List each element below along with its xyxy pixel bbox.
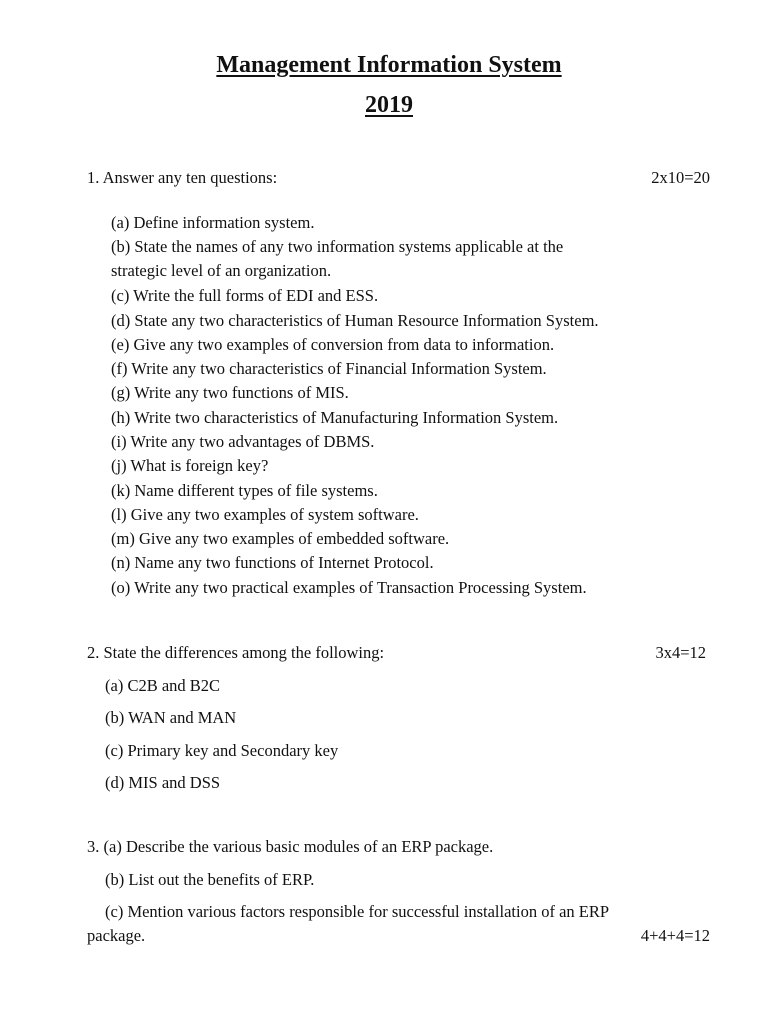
- q1-heading: 1. Answer any ten questions:: [87, 168, 278, 187]
- q2-heading: 2. State the differences among the following:: [87, 643, 385, 662]
- q1-item-i: (i) Write any two advantages of DBMS.: [111, 432, 375, 451]
- q1-item-o: (o) Write any two practical examples of Transaction Processing System.: [111, 578, 587, 597]
- q1-item-a: (a) Define information system.: [111, 213, 315, 232]
- page-title: Management Information System: [216, 52, 562, 78]
- q1-item-k: (k) Name different types of file systems.: [111, 481, 378, 500]
- q1-item-b: (b) State the names of any two information systems applicable at the: [111, 237, 564, 256]
- q3-item-c-cont: package.: [87, 926, 146, 945]
- q1-item-l: (l) Give any two examples of system software.: [111, 505, 419, 524]
- q3-item-c: (c) Mention various factors responsible for successful installation of an ERP: [105, 902, 610, 921]
- q1-item-b-cont: strategic level of an organization.: [111, 261, 332, 280]
- q1-item-g: (g) Write any two functions of MIS.: [111, 383, 349, 402]
- q1-item-d: (d) State any two characteristics of Human Resource Information System.: [111, 311, 599, 330]
- q2-item-d: (d) MIS and DSS: [105, 773, 221, 792]
- q3-item-a: 3. (a) Describe the various basic modules of an ERP package.: [87, 837, 494, 856]
- q3-marks: 4+4+4=12: [640, 926, 710, 945]
- q1-item-e: (e) Give any two examples of conversion from data to information.: [111, 335, 555, 354]
- exam-year: 2019: [365, 92, 413, 118]
- q3-item-b: (b) List out the benefits of ERP.: [105, 870, 315, 889]
- q1-item-h: (h) Write two characteristics of Manufacturing Information System.: [111, 408, 559, 427]
- q1-item-m: (m) Give any two examples of embedded software.: [111, 529, 450, 548]
- q2-marks: 3x4=12: [655, 643, 706, 662]
- q1-item-j: (j) What is foreign key?: [111, 456, 269, 475]
- q2-item-a: (a) C2B and B2C: [105, 676, 221, 695]
- q1-item-c: (c) Write the full forms of EDI and ESS.: [111, 286, 379, 305]
- q1-item-f: (f) Write any two characteristics of Financial Information System.: [111, 359, 547, 378]
- q1-marks: 2x10=20: [651, 168, 710, 187]
- q2-item-b: (b) WAN and MAN: [105, 708, 237, 727]
- q1-item-n: (n) Name any two functions of Internet Protocol.: [111, 553, 434, 572]
- q2-item-c: (c) Primary key and Secondary key: [105, 741, 339, 760]
